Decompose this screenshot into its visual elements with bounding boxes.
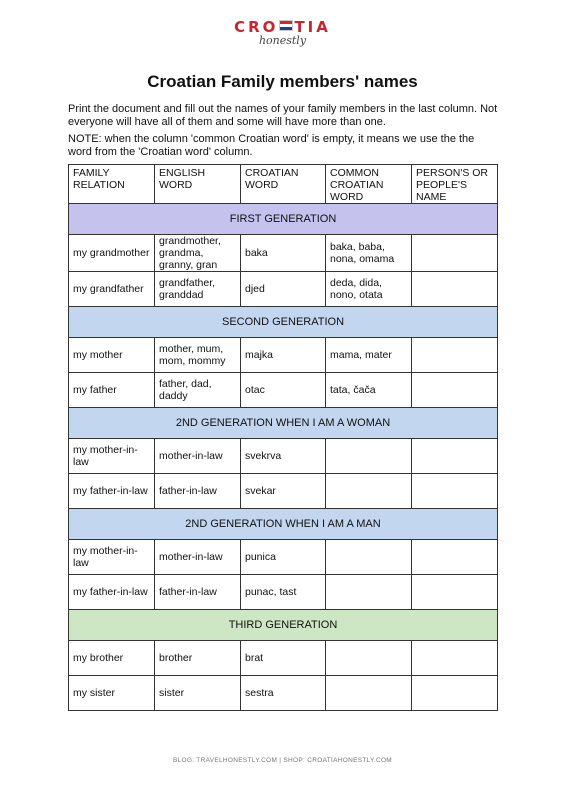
section-second-generation [69,307,498,338]
logo-wordmark: CRO TIA [234,18,331,36]
header-croatian-word: CROATIAN WORD [241,165,326,204]
cell-croatian: svekar [241,474,326,509]
cell-english: father-in-law [155,474,241,509]
cell-english: sister [155,676,241,711]
header-persons-name: PERSON'S OR PEOPLE'S NAME [412,165,498,204]
cell-person-name[interactable] [412,235,498,272]
table-row [69,540,498,575]
cell-relation: my sister [69,676,155,711]
cell-common [326,474,412,509]
cell-common: tata, čača [326,373,412,408]
cell-english: grandfather, granddad [155,272,241,307]
cell-common: mama, mater [326,338,412,373]
cell-person-name[interactable] [412,540,498,575]
cell-person-name[interactable] [412,338,498,373]
cell-relation: my father-in-law [69,474,155,509]
cell-english: mother-in-law [155,540,241,575]
cell-relation: my father [69,373,155,408]
table-row [69,439,498,474]
cell-common: deda, dida, nono, otata [326,272,412,307]
cell-relation: my father-in-law [69,575,155,610]
table-row [69,641,498,676]
cell-common [326,676,412,711]
cell-person-name[interactable] [412,676,498,711]
header-english-word: ENGLISH WORD [155,165,241,204]
cell-english: mother, mum, mom, mommy [155,338,241,373]
cell-english: mother-in-law [155,439,241,474]
intro-text: Print the document and fill out the names of your family members in the last column. Not everyone will have all of them and some will have more than one. [68,103,498,128]
cell-common [326,439,412,474]
section-second-generation-man [69,509,498,540]
table-row [69,235,498,272]
cell-common: baka, baba, nona, omama [326,235,412,272]
section-title: 2ND GENERATION WHEN I AM A WOMAN [69,408,498,439]
cell-relation: my grandmother [69,235,155,272]
cell-croatian: baka [241,235,326,272]
footer: BLOG: TRAVELHONESTLY.COM | SHOP: CROATIAHONESTLY.COM [172,757,393,764]
cell-croatian: majka [241,338,326,373]
table-row [69,338,498,373]
logo-subtitle: honestly [258,34,307,47]
cell-relation: my mother [69,338,155,373]
table-row [69,373,498,408]
cell-croatian: punica [241,540,326,575]
section-title: FIRST GENERATION [69,204,498,235]
cell-croatian: djed [241,272,326,307]
cell-person-name[interactable] [412,474,498,509]
cell-croatian: svekrva [241,439,326,474]
table-row [69,676,498,711]
page-title: Croatian Family members' names [147,72,418,91]
cell-relation: my grandfather [69,272,155,307]
table-row [69,575,498,610]
cell-person-name[interactable] [412,373,498,408]
table-row [69,474,498,509]
table-header-row [69,165,498,204]
croatian-flag-icon [279,20,293,31]
cell-croatian: otac [241,373,326,408]
cell-english: grandmother, grandma, granny, gran [155,235,241,272]
section-title: THIRD GENERATION [69,610,498,641]
section-third-generation [69,610,498,641]
cell-croatian: punac, tast [241,575,326,610]
cell-person-name[interactable] [412,439,498,474]
cell-relation: my mother-in-law [69,540,155,575]
cell-croatian: sestra [241,676,326,711]
cell-english: father, dad, daddy [155,373,241,408]
cell-english: father-in-law [155,575,241,610]
cell-person-name[interactable] [412,272,498,307]
cell-person-name[interactable] [412,575,498,610]
logo [0,18,565,47]
cell-relation: my mother-in-law [69,439,155,474]
cell-common [326,540,412,575]
note-text: NOTE: when the column 'common Croatian word' is empty, it means we use the the word from the 'Croatian word' column. [68,133,475,158]
cell-croatian: brat [241,641,326,676]
section-second-generation-woman [69,408,498,439]
header-common-croatian-word: COMMON CROATIAN WORD [326,165,412,204]
family-names-table [68,164,498,711]
section-title: SECOND GENERATION [69,307,498,338]
header-family-relation: FAMILY RELATION [69,165,155,204]
cell-common [326,575,412,610]
cell-relation: my brother [69,641,155,676]
section-first-generation [69,204,498,235]
cell-person-name[interactable] [412,641,498,676]
section-title: 2ND GENERATION WHEN I AM A MAN [69,509,498,540]
cell-english: brother [155,641,241,676]
table-row [69,272,498,307]
cell-common [326,641,412,676]
